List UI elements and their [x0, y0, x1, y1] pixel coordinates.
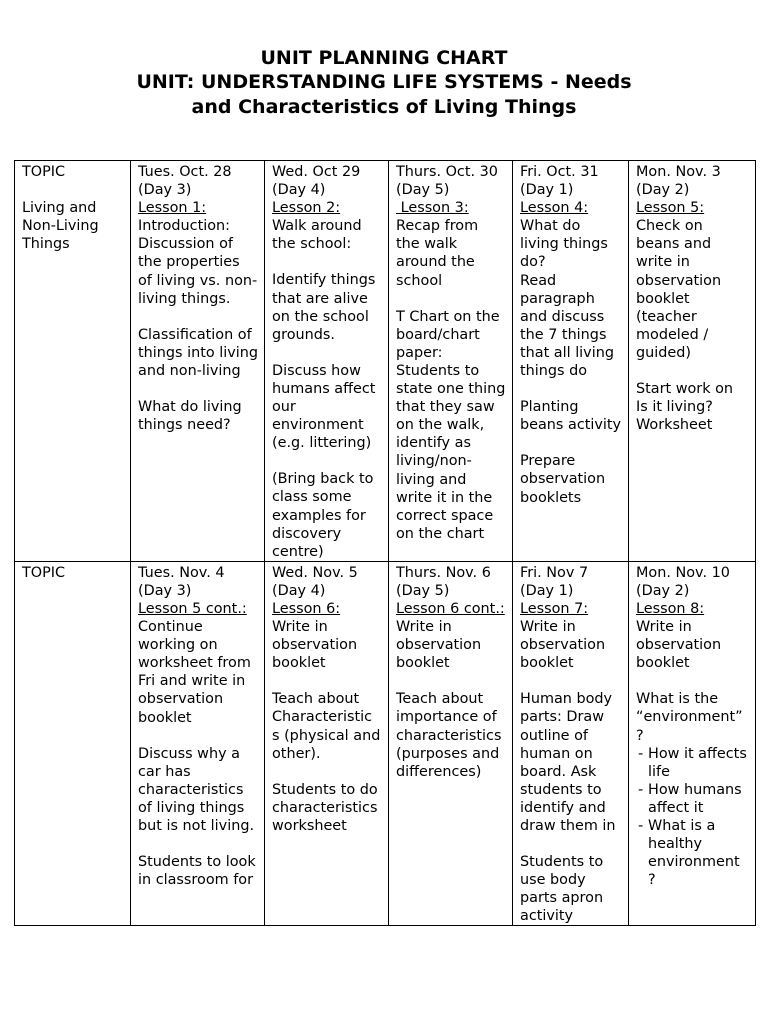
lesson-text: Introduction: Discussion of the properties of living vs. non-living things.	[138, 218, 258, 307]
unit-title-line-1: UNIT: UNDERSTANDING LIFE SYSTEMS - Needs	[136, 71, 632, 93]
day-cell	[513, 161, 629, 562]
lesson-date: Wed. Oct 29	[272, 164, 361, 180]
lesson-title: Lesson 5 cont.:	[138, 600, 247, 617]
lesson-text: Classification of things into living and non-living	[138, 326, 258, 379]
lesson-date: Tues. Nov. 4	[138, 564, 225, 581]
day-cell	[513, 561, 629, 926]
lesson-text: Students to do characteristics worksheet	[272, 781, 378, 834]
lesson-text: Check on beans and write in observation booklet (teacher modeled / guided)	[636, 218, 722, 361]
lesson-date: Mon. Nov. 3	[636, 164, 721, 180]
day-cell	[389, 561, 513, 926]
day-cell	[629, 561, 756, 926]
topic-cell	[15, 161, 131, 562]
day-cell	[629, 161, 756, 562]
lesson-text: Start work on Is it living? Worksheet	[636, 381, 734, 434]
lesson-title: Lesson 6 cont.:	[396, 600, 505, 617]
lesson-text: Write in observation booklet	[636, 619, 722, 672]
lesson-text: Recap from the walk around the school	[396, 218, 479, 289]
topic-label: TOPIC	[22, 164, 66, 180]
table-row	[15, 561, 756, 926]
lesson-text: Prepare observation booklets	[520, 453, 606, 506]
topic-subject: Living and Non-Living Things	[22, 200, 99, 253]
lesson-date: Fri. Nov 7	[520, 564, 589, 581]
lesson-day: (Day 1)	[520, 582, 574, 599]
lesson-text: Identify things that are alive on the school grounds.	[272, 272, 376, 343]
lesson-text: What do living things need?	[138, 399, 242, 434]
lesson-text: Teach about importance of characteristics (purposes and differences)	[396, 691, 502, 780]
list-item: - What is a healthy environment ?	[636, 817, 749, 889]
lesson-date: Tues. Oct. 28	[138, 164, 232, 180]
list-item: - How it affects life	[636, 745, 749, 781]
lesson-text: (Bring back to class some examples for discovery centre)	[272, 471, 374, 560]
lesson-text: Walk around the school:	[272, 218, 362, 253]
lesson-text: Teach about Characteristic s (physical and other).	[272, 691, 381, 762]
lesson-day: (Day 3)	[138, 582, 192, 599]
lesson-title: Lesson 8:	[636, 600, 705, 617]
unit-title-line-2: and Characteristics of Living Things	[191, 96, 577, 118]
day-cell	[265, 561, 389, 926]
lesson-text: Discuss how humans affect our environment (e.g. littering)	[272, 362, 376, 452]
lesson-date: Fri. Oct. 31	[520, 164, 599, 180]
lesson-day: (Day 2)	[636, 182, 690, 199]
day-cell	[131, 561, 265, 926]
planning-table	[14, 160, 756, 926]
day-cell	[389, 161, 513, 562]
lesson-title: Lesson 3:	[396, 200, 469, 217]
lesson-text: Students to use body parts apron activity	[520, 854, 604, 925]
chart-title: UNIT PLANNING CHART	[260, 47, 508, 69]
lesson-day: (Day 1)	[520, 182, 574, 199]
lesson-day: (Day 4)	[272, 582, 326, 599]
lesson-date: Thurs. Oct. 30	[396, 164, 498, 180]
lesson-title: Lesson 7:	[520, 600, 589, 617]
lesson-day: (Day 5)	[396, 582, 450, 599]
day-cell	[131, 161, 265, 562]
lesson-title: Lesson 2:	[272, 200, 341, 217]
lesson-text: Continue working on worksheet from Fri and write in observation booklet	[138, 619, 251, 726]
lesson-title: Lesson 6:	[272, 600, 341, 617]
topic-cell	[15, 561, 131, 926]
lesson-text: Students to look in classroom for	[138, 854, 256, 889]
lesson-title: Lesson 5:	[636, 200, 705, 217]
lesson-text: T Chart on the board/chart paper: Students to state one thing that they saw on the walk, identify as living/non-living and write it in the correct space on the chart	[396, 308, 506, 542]
lesson-text: Planting beans activity	[520, 399, 622, 434]
lesson-text: What is the “environment” ?	[636, 691, 743, 744]
lesson-day: (Day 5)	[396, 182, 450, 199]
lesson-text: Read paragraph and discuss the 7 things that all living things do	[520, 272, 614, 380]
lesson-date: Thurs. Nov. 6	[396, 564, 491, 581]
table-row	[15, 161, 756, 562]
lesson-text: Write in observation booklet	[272, 619, 358, 672]
day-cell	[265, 161, 389, 562]
lesson-date: Mon. Nov. 10	[636, 564, 730, 581]
lesson-day: (Day 2)	[636, 582, 690, 599]
topic-label: TOPIC	[22, 564, 66, 581]
lesson-title: Lesson 1:	[138, 200, 207, 217]
lesson-text: Write in observation booklet	[520, 619, 606, 672]
lesson-title: Lesson 4:	[520, 200, 589, 217]
lesson-date: Wed. Nov. 5	[272, 564, 358, 581]
lesson-text: Human body parts: Draw outline of human on board. Ask students to identify and draw them in	[520, 691, 616, 834]
bullet-list	[636, 745, 749, 890]
lesson-day: (Day 3)	[138, 182, 192, 199]
lesson-text: Discuss why a car has characteristics of living things but is not living.	[138, 745, 255, 834]
lesson-day: (Day 4)	[272, 182, 326, 199]
lesson-text: Write in observation booklet	[396, 619, 482, 672]
list-item: - How humans affect it	[636, 781, 749, 817]
lesson-text: What do living things do?	[520, 218, 608, 271]
